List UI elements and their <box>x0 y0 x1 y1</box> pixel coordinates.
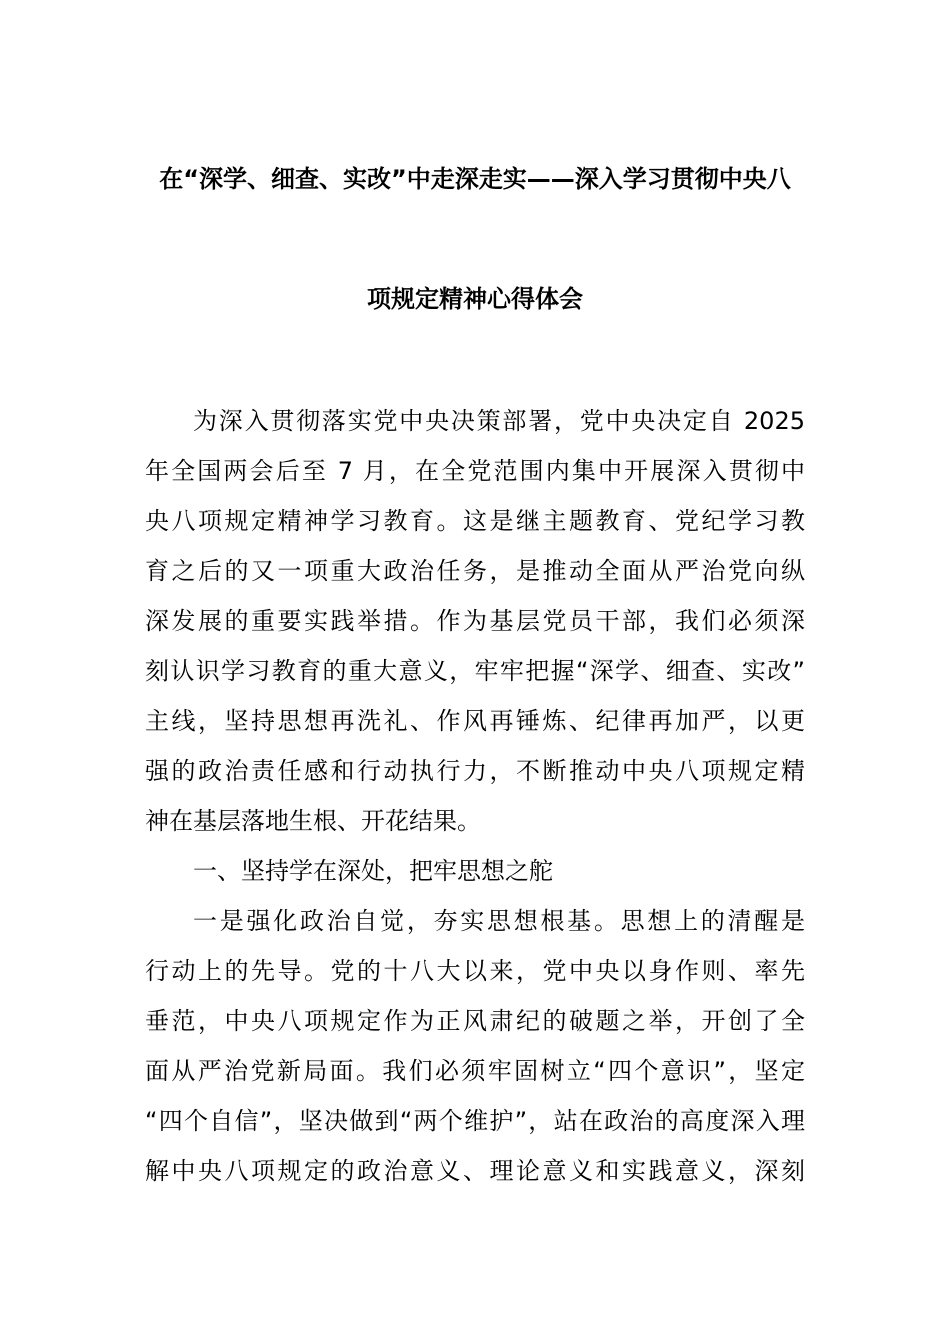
paragraph-1-line-1: 为深入贯彻落实党中央决策部署，党中央决定自 2025 <box>193 407 805 435</box>
paragraph-1-line-3: 央八项规定精神学习教育。这是继主题教育、党纪学习教 <box>145 507 805 535</box>
document-title-line-2: 项规定精神心得体会 <box>367 285 583 313</box>
paragraph-2-line-6: 解中央八项规定的政治意义、理论意义和实践意义，深刻 <box>145 1157 805 1185</box>
paragraph-1-line-9: 神在基层落地生根、开花结果。 <box>145 807 481 835</box>
paragraph-2-line-2: 行动上的先导。党的十八大以来，党中央以身作则、率先 <box>145 957 805 985</box>
paragraph-1-line-7: 主线，坚持思想再洗礼、作风再锤炼、纪律再加严，以更 <box>145 707 805 735</box>
paragraph-1-line-4: 育之后的又一项重大政治任务，是推动全面从严治党向纵 <box>145 557 805 585</box>
paragraph-1-line-2: 年全国两会后至 7 月，在全党范围内集中开展深入贯彻中 <box>145 457 805 485</box>
paragraph-1-line-6: 刻认识学习教育的重大意义，牢牢把握“深学、细查、实改” <box>145 657 805 685</box>
paragraph-2-line-5: “四个自信”，坚决做到“两个维护”，站在政治的高度深入理 <box>145 1107 805 1135</box>
document-title-line-1: 在“深学、细查、实改”中走深走实——深入学习贯彻中央八 <box>159 165 791 193</box>
paragraph-2-line-4: 面从严治党新局面。我们必须牢固树立“四个意识”，坚定 <box>145 1057 805 1085</box>
paragraph-1-line-5: 深发展的重要实践举措。作为基层党员干部，我们必须深 <box>145 607 805 635</box>
paragraph-2-line-3: 垂范，中央八项规定作为正风肃纪的破题之举，开创了全 <box>145 1007 805 1035</box>
paragraph-2-line-1: 一是强化政治自觉，夯实思想根基。思想上的清醒是 <box>193 907 805 935</box>
paragraph-1-line-8: 强的政治责任感和行动执行力，不断推动中央八项规定精 <box>145 757 805 785</box>
section-heading-1: 一、坚持学在深处，把牢思想之舵 <box>193 857 553 885</box>
